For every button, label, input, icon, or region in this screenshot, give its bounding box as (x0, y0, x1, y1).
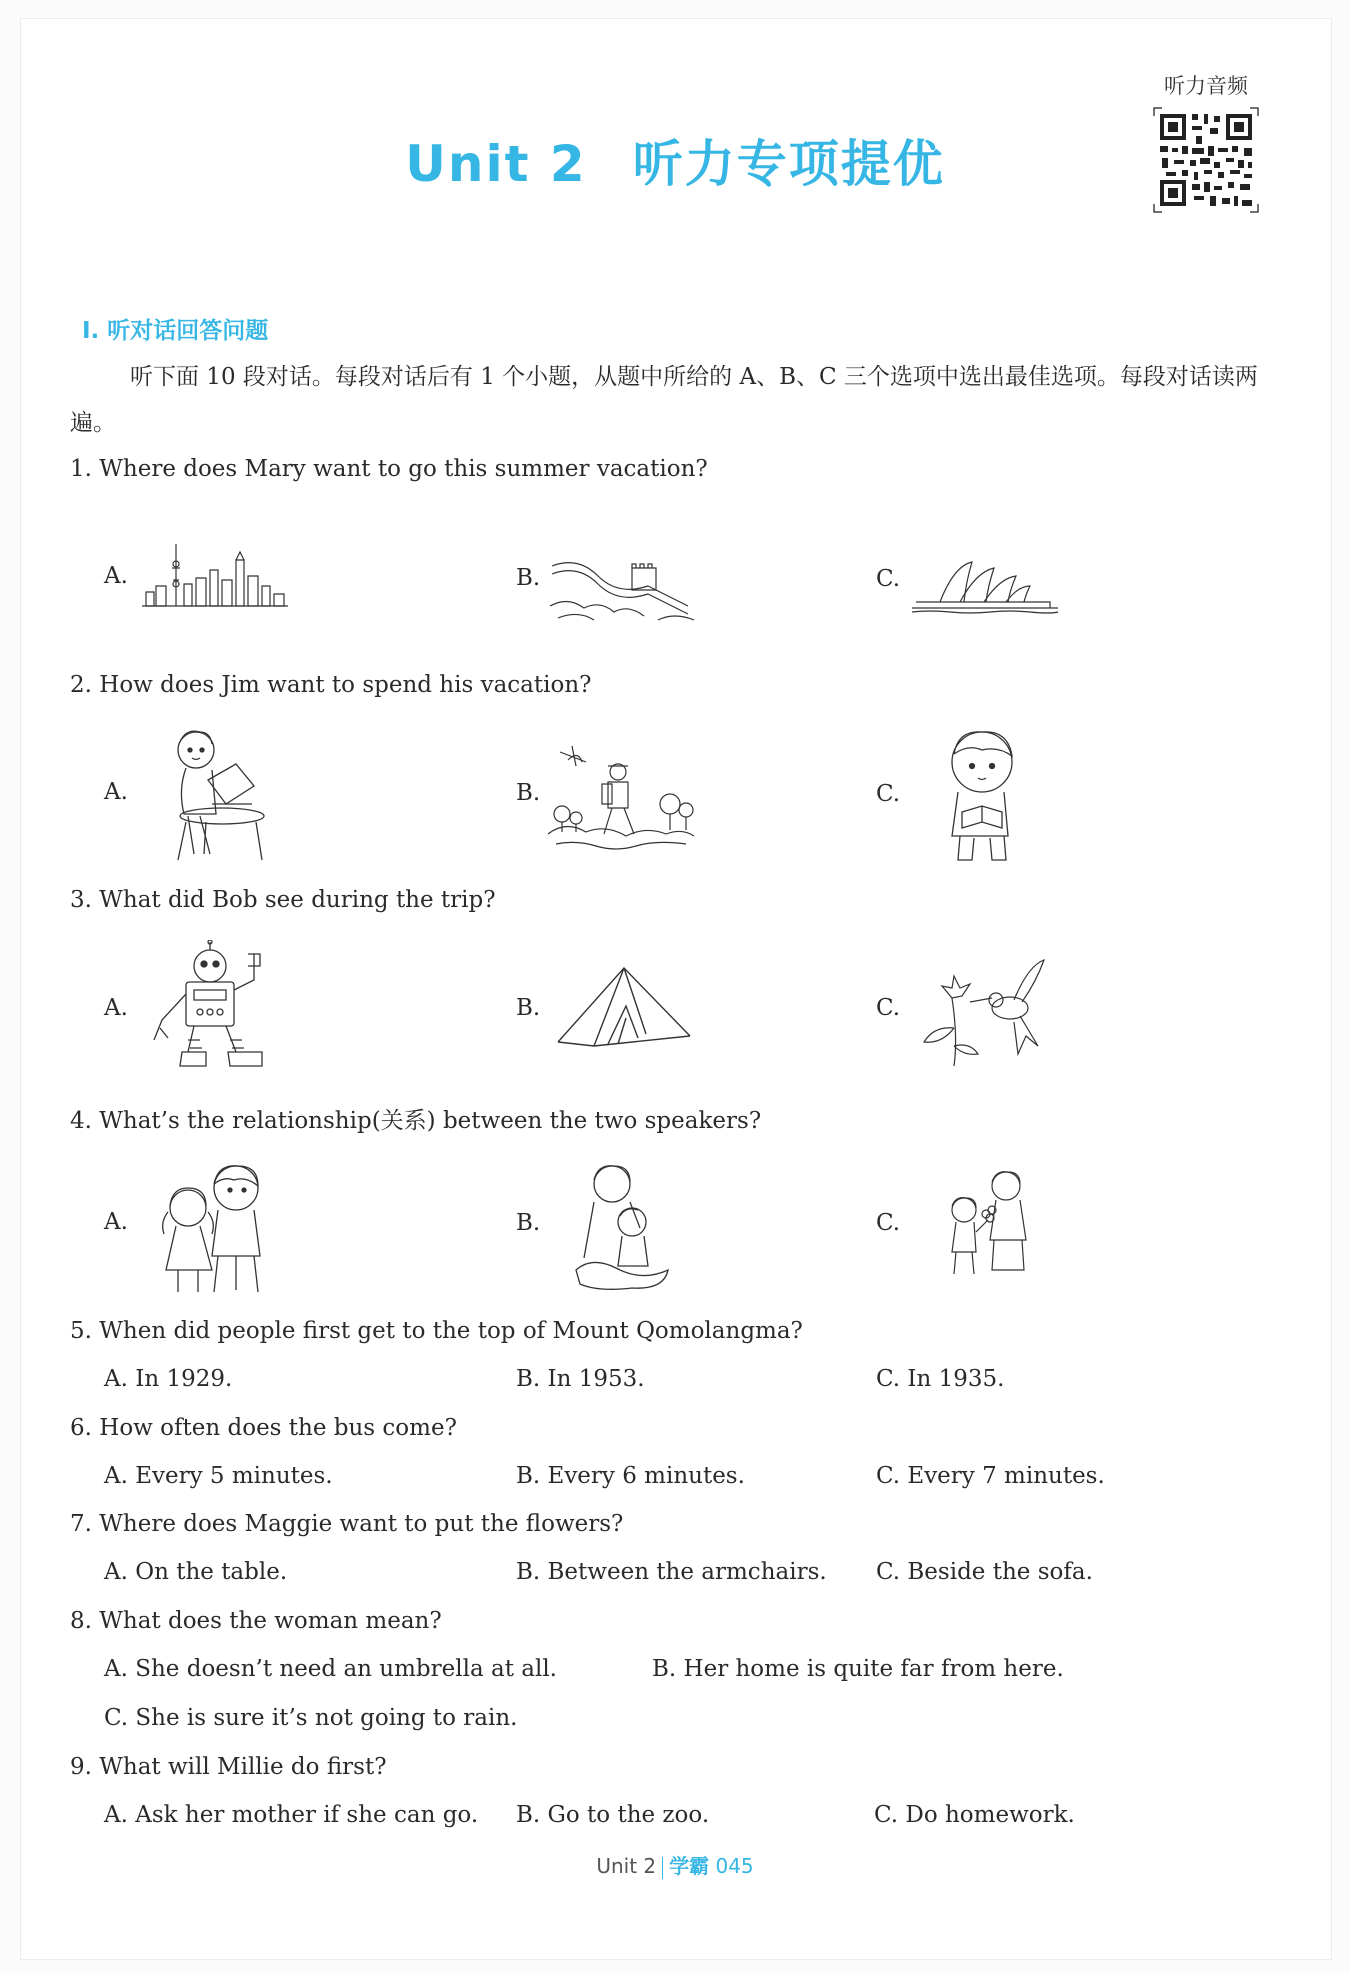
q3-option-a-label[interactable]: A. (104, 995, 128, 1021)
sydney-opera-house-picture (910, 556, 1060, 616)
q8-option-b[interactable]: B. Her home is quite far from here. (652, 1656, 1064, 1682)
question-1-stem: 1. Where does Mary want to go this summer vacation? (70, 456, 708, 482)
great-wall-picture (548, 546, 698, 626)
q2-option-a-label[interactable]: A. (104, 779, 128, 805)
q6-option-c[interactable]: C. Every 7 minutes. (876, 1463, 1105, 1489)
q5-option-b[interactable]: B. In 1953. (516, 1366, 645, 1392)
question-3-stem: 3. What did Bob see during the trip? (70, 887, 496, 913)
q5-option-a[interactable]: A. In 1929. (104, 1366, 233, 1392)
question-2-stem: 2. How does Jim want to spend his vacation? (70, 672, 592, 698)
q1-option-b-label[interactable]: B. (516, 565, 541, 591)
q2-option-b-label[interactable]: B. (516, 780, 541, 806)
footer-unit: Unit 2 (596, 1854, 657, 1878)
page-footer (0, 1850, 1350, 1879)
qr-code-icon[interactable] (1152, 106, 1260, 214)
question-4-stem: 4. What’s the relationship(关系) between the two speakers? (70, 1108, 762, 1134)
section-instructions: 听下面 10 段对话。每段对话后有 1 个小题，从题中所给的 A、B、C 三个选项中选出最佳选项。每段对话读两遍。 (70, 364, 1258, 436)
hummingbird-and-flower-picture (910, 958, 1050, 1068)
q6-option-a[interactable]: A. Every 5 minutes. (104, 1463, 333, 1489)
question-7-stem: 7. Where does Maggie want to put the flowers? (70, 1511, 624, 1537)
audio-qr-block[interactable] (1146, 70, 1266, 214)
title-topic: 听力专项提优 (632, 135, 945, 193)
boy-reading-book-picture (938, 726, 1028, 866)
question-8-stem: 8. What does the woman mean? (70, 1608, 442, 1634)
q7-option-b[interactable]: B. Between the armchairs. (516, 1559, 827, 1585)
q4-option-b-label[interactable]: B. (516, 1210, 541, 1236)
hiker-with-backpack-picture (546, 744, 696, 854)
q1-option-c-label[interactable]: C. (876, 566, 901, 592)
footer-divider (662, 1857, 663, 1879)
q7-option-c[interactable]: C. Beside the sofa. (876, 1559, 1093, 1585)
section-heading: Ⅰ. 听对话回答问题 (82, 318, 269, 344)
footer-brand: 学霸 (669, 1854, 710, 1878)
q9-option-c[interactable]: C. Do homework. (874, 1802, 1075, 1828)
q4-option-c-label[interactable]: C. (876, 1210, 901, 1236)
title-unit: Unit 2 (405, 135, 587, 193)
q7-option-a[interactable]: A. On the table. (104, 1559, 288, 1585)
q8-option-a[interactable]: A. She doesn’t need an umbrella at all. (104, 1656, 557, 1682)
q3-option-c-label[interactable]: C. (876, 995, 901, 1021)
q2-option-c-label[interactable]: C. (876, 781, 901, 807)
qr-label: 听力音频 (1164, 74, 1248, 98)
city-skyline-picture (140, 540, 290, 612)
question-9-stem: 9. What will Millie do first? (70, 1754, 387, 1780)
question-5-stem: 5. When did people first get to the top of Mount Qomolangma? (70, 1318, 803, 1344)
q8-option-c[interactable]: C. She is sure it’s not going to rain. (104, 1705, 518, 1731)
boy-and-girl-picture (154, 1158, 274, 1298)
robot-picture (150, 940, 276, 1080)
q4-option-a-label[interactable]: A. (104, 1209, 128, 1235)
father-and-son-picture (572, 1158, 672, 1298)
q3-option-b-label[interactable]: B. (516, 995, 541, 1021)
page-number: 045 (715, 1854, 754, 1878)
q9-option-a[interactable]: A. Ask her mother if she can go. (104, 1802, 479, 1828)
question-6-stem: 6. How often does the bus come? (70, 1415, 457, 1441)
boy-giving-flowers-picture (942, 1170, 1038, 1280)
q6-option-b[interactable]: B. Every 6 minutes. (516, 1463, 745, 1489)
boy-using-computer-picture (166, 724, 266, 864)
q5-option-c[interactable]: C. In 1935. (876, 1366, 1005, 1392)
q1-option-a-label[interactable]: A. (104, 563, 128, 589)
tent-picture (554, 960, 694, 1050)
q9-option-b[interactable]: B. Go to the zoo. (516, 1802, 710, 1828)
